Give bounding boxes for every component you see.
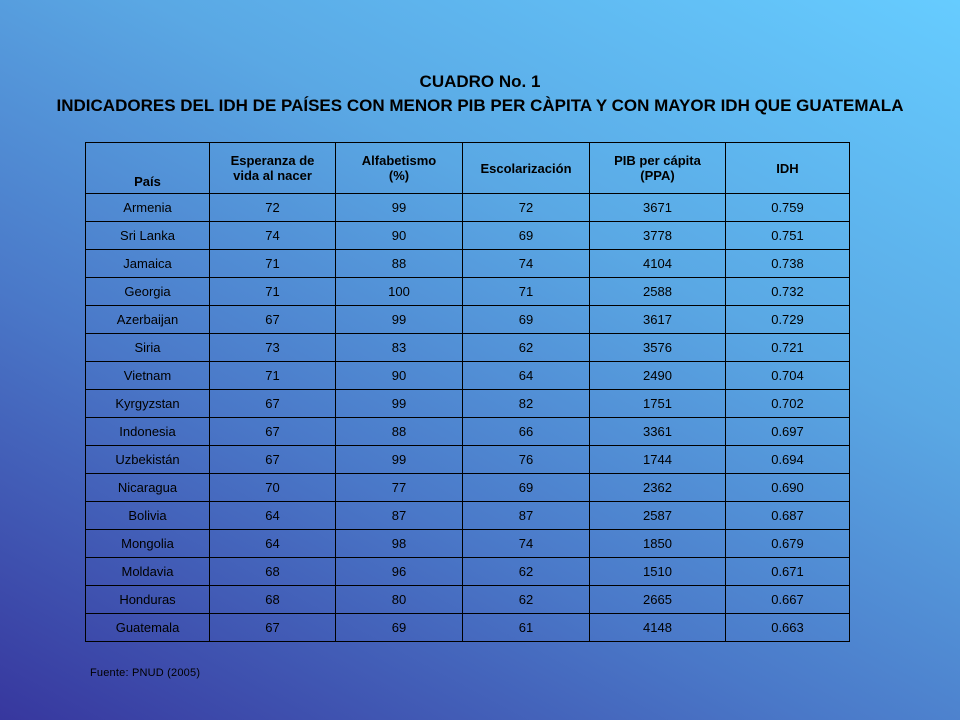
cell-gdp-per-capita: 3778: [590, 222, 726, 250]
cell-schooling: 82: [463, 390, 590, 418]
source-note: Fuente: PNUD (2005): [90, 667, 201, 679]
cell-schooling: 62: [463, 334, 590, 362]
table-title: INDICADORES DEL IDH DE PAÍSES CON MENOR PIB PER CÀPITA Y CON MAYOR IDH QUE GUATEMALA: [56, 96, 904, 115]
cell-schooling: 69: [463, 306, 590, 334]
idh-table: [85, 142, 850, 642]
cell-idh: 0.738: [726, 250, 850, 278]
table-caption: CUADRO No. 1: [419, 72, 541, 91]
cell-country: Armenia: [86, 194, 210, 222]
cell-life-expectancy: 64: [210, 530, 336, 558]
cell-schooling: 74: [463, 250, 590, 278]
cell-schooling: 72: [463, 194, 590, 222]
table-row: [86, 446, 850, 474]
cell-country: Bolivia: [86, 502, 210, 530]
cell-life-expectancy: 67: [210, 306, 336, 334]
cell-idh: 0.687: [726, 502, 850, 530]
cell-country: Jamaica: [86, 250, 210, 278]
table-row: [86, 474, 850, 502]
header-gdp-per-capita: PIB per cápita (PPA): [590, 143, 726, 194]
cell-country: Nicaragua: [86, 474, 210, 502]
cell-life-expectancy: 64: [210, 502, 336, 530]
table-row: [86, 306, 850, 334]
cell-country: Georgia: [86, 278, 210, 306]
cell-life-expectancy: 72: [210, 194, 336, 222]
cell-schooling: 87: [463, 502, 590, 530]
cell-literacy: 88: [336, 250, 463, 278]
cell-country: Siria: [86, 334, 210, 362]
table-row: [86, 334, 850, 362]
cell-idh: 0.667: [726, 586, 850, 614]
cell-life-expectancy: 73: [210, 334, 336, 362]
cell-schooling: 69: [463, 222, 590, 250]
cell-country: Honduras: [86, 586, 210, 614]
cell-literacy: 88: [336, 418, 463, 446]
cell-idh: 0.671: [726, 558, 850, 586]
cell-gdp-per-capita: 3671: [590, 194, 726, 222]
table-row: [86, 362, 850, 390]
table-row: [86, 530, 850, 558]
cell-literacy: 90: [336, 222, 463, 250]
cell-gdp-per-capita: 2588: [590, 278, 726, 306]
table-body: [86, 194, 850, 642]
cell-life-expectancy: 67: [210, 614, 336, 642]
cell-life-expectancy: 70: [210, 474, 336, 502]
cell-life-expectancy: 67: [210, 446, 336, 474]
header-schooling: Escolarización: [463, 143, 590, 194]
cell-idh: 0.759: [726, 194, 850, 222]
cell-idh: 0.732: [726, 278, 850, 306]
cell-schooling: 62: [463, 586, 590, 614]
table-row: [86, 614, 850, 642]
cell-life-expectancy: 67: [210, 418, 336, 446]
cell-literacy: 98: [336, 530, 463, 558]
cell-country: Vietnam: [86, 362, 210, 390]
cell-gdp-per-capita: 3576: [590, 334, 726, 362]
cell-idh: 0.690: [726, 474, 850, 502]
cell-gdp-per-capita: 4148: [590, 614, 726, 642]
cell-gdp-per-capita: 3617: [590, 306, 726, 334]
table-row: [86, 586, 850, 614]
cell-idh: 0.729: [726, 306, 850, 334]
cell-life-expectancy: 68: [210, 558, 336, 586]
cell-literacy: 99: [336, 390, 463, 418]
header-life-expectancy: Esperanza de vida al nacer: [210, 143, 336, 194]
table-row: [86, 222, 850, 250]
cell-idh: 0.694: [726, 446, 850, 474]
header-literacy: Alfabetismo (%): [336, 143, 463, 194]
cell-life-expectancy: 68: [210, 586, 336, 614]
cell-schooling: 62: [463, 558, 590, 586]
table-row: [86, 558, 850, 586]
table-row: [86, 250, 850, 278]
cell-life-expectancy: 74: [210, 222, 336, 250]
cell-schooling: 66: [463, 418, 590, 446]
cell-literacy: 80: [336, 586, 463, 614]
cell-gdp-per-capita: 2490: [590, 362, 726, 390]
cell-country: Azerbaijan: [86, 306, 210, 334]
cell-gdp-per-capita: 2587: [590, 502, 726, 530]
cell-gdp-per-capita: 2362: [590, 474, 726, 502]
table-row: [86, 418, 850, 446]
table-row: [86, 502, 850, 530]
cell-schooling: 74: [463, 530, 590, 558]
cell-schooling: 69: [463, 474, 590, 502]
cell-gdp-per-capita: 3361: [590, 418, 726, 446]
cell-life-expectancy: 71: [210, 250, 336, 278]
header-country: País: [86, 143, 210, 194]
cell-literacy: 83: [336, 334, 463, 362]
cell-literacy: 69: [336, 614, 463, 642]
cell-schooling: 71: [463, 278, 590, 306]
cell-country: Mongolia: [86, 530, 210, 558]
cell-literacy: 100: [336, 278, 463, 306]
table-row: [86, 390, 850, 418]
cell-country: Sri Lanka: [86, 222, 210, 250]
cell-literacy: 77: [336, 474, 463, 502]
cell-country: Indonesia: [86, 418, 210, 446]
table-row: [86, 194, 850, 222]
cell-country: Moldavia: [86, 558, 210, 586]
cell-gdp-per-capita: 1850: [590, 530, 726, 558]
cell-gdp-per-capita: 1751: [590, 390, 726, 418]
cell-gdp-per-capita: 4104: [590, 250, 726, 278]
cell-life-expectancy: 71: [210, 278, 336, 306]
cell-life-expectancy: 67: [210, 390, 336, 418]
cell-literacy: 87: [336, 502, 463, 530]
cell-schooling: 76: [463, 446, 590, 474]
cell-schooling: 61: [463, 614, 590, 642]
cell-idh: 0.702: [726, 390, 850, 418]
cell-gdp-per-capita: 1744: [590, 446, 726, 474]
cell-literacy: 90: [336, 362, 463, 390]
cell-literacy: 99: [336, 194, 463, 222]
cell-gdp-per-capita: 2665: [590, 586, 726, 614]
cell-idh: 0.704: [726, 362, 850, 390]
table-row: [86, 278, 850, 306]
cell-idh: 0.697: [726, 418, 850, 446]
cell-literacy: 99: [336, 446, 463, 474]
header-idh: IDH: [726, 143, 850, 194]
cell-life-expectancy: 71: [210, 362, 336, 390]
cell-literacy: 99: [336, 306, 463, 334]
cell-country: Guatemala: [86, 614, 210, 642]
cell-country: Kyrgyzstan: [86, 390, 210, 418]
cell-gdp-per-capita: 1510: [590, 558, 726, 586]
cell-schooling: 64: [463, 362, 590, 390]
cell-country: Uzbekistán: [86, 446, 210, 474]
cell-literacy: 96: [336, 558, 463, 586]
cell-idh: 0.721: [726, 334, 850, 362]
cell-idh: 0.751: [726, 222, 850, 250]
cell-idh: 0.679: [726, 530, 850, 558]
table-header-row: [86, 143, 850, 194]
cell-idh: 0.663: [726, 614, 850, 642]
